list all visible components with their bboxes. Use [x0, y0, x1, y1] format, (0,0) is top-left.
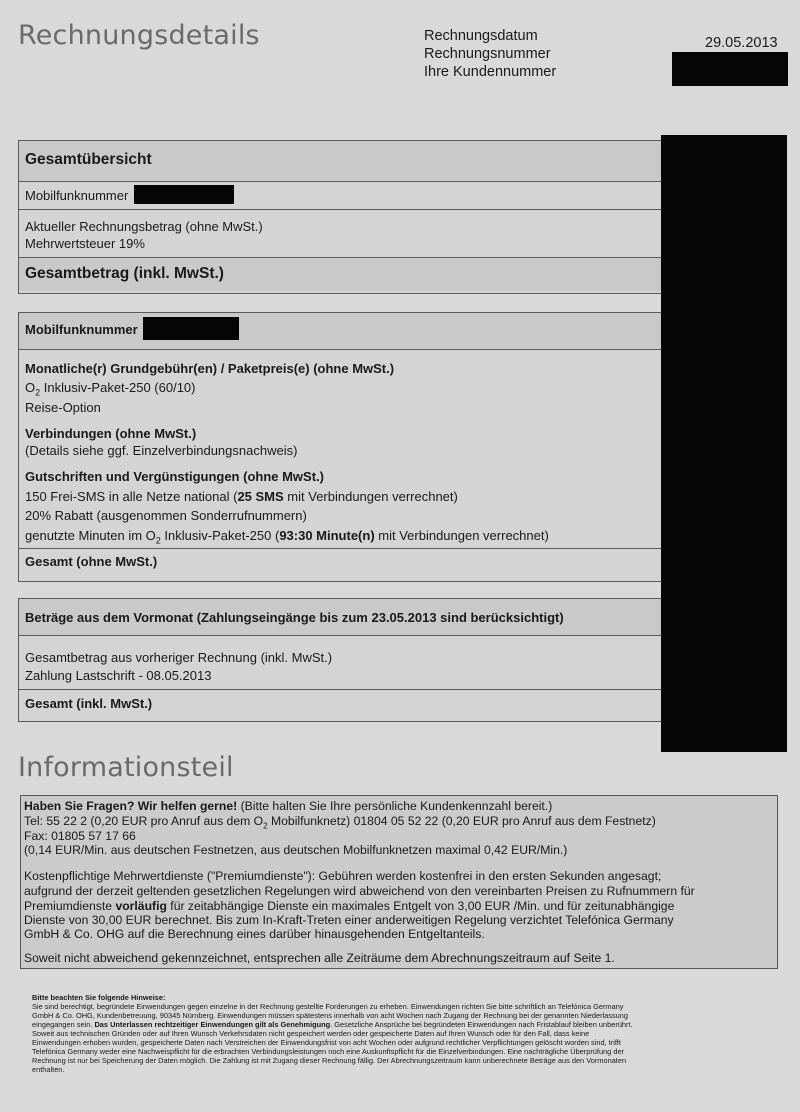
- mobile-subtotal: Gesamt (ohne MwSt.): [25, 554, 158, 569]
- monthly-heading: Monatliche(r) Grundgebühr(en) / Paketpreis(e) (ohne MwSt.): [25, 361, 395, 376]
- previous-total-line: Gesamtbetrag aus vorheriger Rechnung (inkl. MwSt.): [25, 650, 333, 665]
- connections-heading: Verbindungen (ohne MwSt.): [25, 426, 197, 441]
- info-periods: Soweit nicht abweichend gekennzeichnet, entsprechen alle Zeiträume dem Abrechnungszeitraum auf Seite 1.: [24, 951, 615, 965]
- info-question: Haben Sie Fragen? Wir helfen gerne! (Bitte halten Sie Ihre persönliche Kundenkennzahl bereit.): [24, 799, 553, 813]
- mobile-box: [18, 312, 663, 582]
- info-premium-1: Kostenpflichtige Mehrwertdienste ("Premiumdienste"): Gebühren werden kostenfrei in den ersten Sekunden angesagt;: [24, 869, 662, 883]
- notes-line-5: Einwendungen erhoben wurden, gespeicherte Daten nach Verstreichen der Einwendungsfrist von acht Wochen oder aufgrund rechtlicher Verpflichtungen gelöscht worden sind, trifft: [32, 1038, 621, 1047]
- overview-title: Gesamtübersicht: [25, 151, 152, 168]
- info-premium-4: Dienste von 30,00 EUR berechnet. Bis zum In-Kraft-Treten einer anderweitigen Regelung verzichtet Telefónica Germany: [24, 913, 674, 927]
- customer-number-label: Ihre Kundennummer: [424, 64, 557, 80]
- invoice-date-value: 29.05.2013: [705, 35, 778, 51]
- minutes-line: genutzte Minuten im $O_2$ Inklusiv-Paket-250 (93:30 Minute(n) mit Verbindungen verrechnet): [25, 528, 549, 546]
- notes-line-4: Soweit aus technischen Gründen oder auf Ihren Wunsch Verkehrsdaten nicht gespeichert werden oder gespeicherte Daten auf Ihren Wunsch oder für den Fall, dass keine: [32, 1029, 590, 1038]
- notes-line-1: Sie sind berechtigt, begründete Einwendungen gegen einzelne in der Rechnung gestellte Forderungen zu erheben. Einwendungen richten Sie bitte schriftlich an Telefónica Germany: [32, 1002, 624, 1011]
- info-premium-2: aufgrund der derzeit geltenden gesetzlichen Regelungen wird abweichend von den vereinbarten Preisen zu Rufnummern für: [24, 884, 695, 898]
- info-tel: Tel: 55 22 2 (0,20 EUR pro Anruf aus dem $O_2$ Mobilfunknetz) 01804 05 52 22 (0,20 EUR pro Anruf aus dem Festnetz): [24, 814, 656, 831]
- info-premium-3: Premiumdienste vorläufig für zeitabhängige Dienste ein maximales Entgelt von 3,00 EUR /Min. und für zeitunabhängige: [24, 899, 675, 913]
- redaction-amounts: [661, 135, 787, 752]
- redaction-mobile-1: [134, 185, 234, 204]
- invoice-date-label: Rechnungsdatum: [424, 28, 538, 44]
- invoice-number-label: Rechnungsnummer: [424, 46, 551, 62]
- notes-line-3: eingegangen sein. Das Unterlassen rechtzeitiger Einwendungen gilt als Genehmigung. Gesetzliche Ansprüche bei begründeten Einwendungen nach Fristablauf bleiben unberührt.: [32, 1020, 633, 1029]
- connections-note: (Details siehe ggf. Einzelverbindungsnachweis): [25, 443, 298, 458]
- overview-total: Gesamtbetrag (inkl. MwSt.): [25, 265, 224, 282]
- redaction-mobile-2: [143, 317, 239, 340]
- previous-sum: Gesamt (inkl. MwSt.): [25, 696, 153, 711]
- redaction-header: [672, 52, 788, 86]
- info-title: Informationsteil: [18, 752, 234, 783]
- credits-heading: Gutschriften und Vergünstigungen (ohne MwSt.): [25, 469, 324, 484]
- info-box: [20, 795, 778, 969]
- overview-vat: Mehrwertsteuer 19%: [25, 236, 145, 251]
- discount-line: 20% Rabatt (ausgenommen Sonderrufnummern): [25, 508, 307, 523]
- notes-line-2: GmbH & Co. OHG, Kundenbetreuung, 90345 Nürnberg. Einwendungen müssen spätestens innerhalb von acht Wochen nach Zugang der Rechnung bei der genannten Niederlassung: [32, 1011, 629, 1020]
- info-rates: (0,14 EUR/Min. aus deutschen Festnetzen, aus deutschen Mobilfunknetzen maximal 0,42 EUR/Min.): [24, 843, 568, 857]
- sms-line: 150 Frei-SMS in alle Netze national (25 SMS mit Verbindungen verrechnet): [25, 489, 458, 504]
- travel-option: Reise-Option: [25, 400, 101, 415]
- page-title: Rechnungsdetails: [18, 20, 260, 51]
- notes-line-8: enthalten.: [32, 1065, 65, 1074]
- info-premium-5: GmbH & Co. OHG auf die Berechnung eines darüber hinausgehenden Entgeltanteils.: [24, 927, 485, 941]
- info-fax: Fax: 01805 57 17 66: [24, 829, 136, 843]
- package-line: $O_2$ Inklusiv-Paket-250 (60/10): [25, 380, 196, 398]
- mobile-title: Mobilfunknummer: [25, 322, 138, 337]
- overview-mobile-label: Mobilfunknummer: [25, 188, 129, 203]
- overview-box: [18, 140, 663, 294]
- payment-line: Zahlung Lastschrift - 08.05.2013: [25, 668, 212, 683]
- previous-box: [18, 598, 663, 722]
- notes-line-7: Rechnung ist nur bei Speicherung der Daten möglich. Die Zahlung ist mit Zugang dieser Rechnung fällig. Der Abrechnungszeitraum kann unberechnete Beträge aus den Vormonaten: [32, 1056, 627, 1065]
- previous-title: Beträge aus dem Vormonat (Zahlungseingänge bis zum 23.05.2013 sind berücksichtigt): [25, 610, 564, 625]
- overview-net-amount: Aktueller Rechnungsbetrag (ohne MwSt.): [25, 219, 263, 234]
- notes-line-6: Telefónica Germany weder eine Nachweispflicht für die erbrachten Verbindungsleistungen noch eine Auskunftspflicht für die Einzelverbindungen. Eine nachträgliche Überprüfung der: [32, 1047, 625, 1056]
- notes-heading: Bitte beachten Sie folgende Hinweise:: [32, 993, 166, 1002]
